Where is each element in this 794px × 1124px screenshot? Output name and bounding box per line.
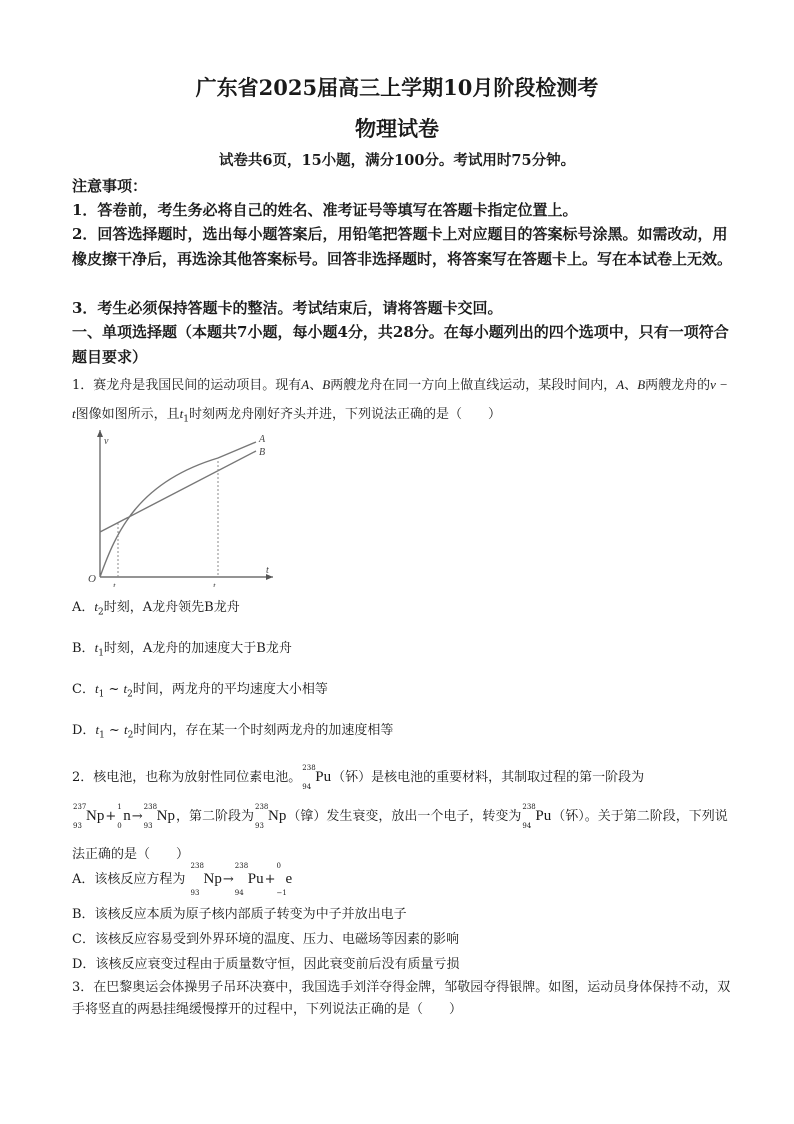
q1-option-a[interactable] [72, 596, 732, 618]
y-axis-label: v [104, 436, 109, 447]
pub-z: 94 [522, 822, 532, 830]
q1-option-b-sub: 1 [98, 648, 104, 659]
q1-option-a-t: t [94, 599, 99, 614]
np238b-mass: 238 [255, 803, 269, 811]
vt-chart-svg [78, 422, 278, 587]
np237-z: 93 [73, 822, 82, 830]
q1-option-b[interactable] [72, 637, 732, 659]
q2-option-c[interactable] [72, 928, 732, 947]
q1-option-d-text: 时间内，存在某一个时刻两龙舟的加速度相等 [133, 723, 394, 738]
eq-pu-sym: Pu [247, 871, 264, 887]
nuclide-neutron [117, 797, 131, 836]
q2-stem-e: （钚）。关于第二阶段，下列说法正确的是（ ） [72, 809, 728, 862]
pub-sym: Pu [535, 808, 552, 824]
q1-sep: 、 [309, 378, 323, 393]
np238-mass: 238 [143, 803, 158, 811]
tick-t1: t₁ [113, 581, 119, 587]
nuclide-np-237 [73, 797, 104, 836]
eq-e-sym: e [285, 871, 293, 887]
q1-option-b-label: B． [72, 641, 95, 656]
nuclide-np-238-b [255, 797, 286, 836]
nuclide-pu-238-b [522, 797, 551, 836]
q2-option-a-text: 该核反应方程为 [94, 872, 186, 887]
q2-option-d[interactable] [72, 953, 732, 972]
q2-option-b[interactable] [72, 903, 732, 922]
q1-option-d-label: D． [72, 723, 96, 738]
series-a-line [100, 442, 256, 577]
notice-item-3: 3．考生必须保持答题卡的整洁。考试结束后，请将答题卡交回。 [72, 299, 503, 317]
question-3-stem: 3．在巴黎奥运会体操男子吊环决赛中，我国选手刘洋夺得金牌，邹敬园夺得银牌。如图，运动员身体保持不动，双手将竖直的两悬挂绳缓慢撑开的过程中，下列说法正确的是（ ） [72, 980, 731, 1017]
q1-option-d-mid: ~ [104, 723, 124, 738]
q1-option-c-text: 时间，两龙舟的平均速度大小相等 [132, 682, 328, 697]
q2-option-a[interactable] [72, 862, 732, 897]
q2-stem-a: 2．核电池，也称为放射性同位素电池。 [72, 770, 302, 785]
eq-pu-238 [234, 862, 264, 897]
q1-t1-sub: 1 [183, 414, 189, 425]
eq-plus: + [264, 872, 276, 887]
section1-heading: 一、单项选择题（本题共7小题，每小题4分，共28分。在每小题列出的四个选项中，只有一项符合题目要求） [72, 323, 729, 366]
notice-item-2: 2．回答选择题时，选出每小题答案后，用铅笔把答题卡上对应题目的答案标号涂黑。如需改动，用橡皮擦干净后，再选涂其他答案标号。回答非选择题时，将答案写在答题卡上。写在本试卷上无效。 [72, 225, 733, 268]
eq-arrow: → [222, 872, 234, 887]
y-axis-arrow [97, 430, 103, 437]
q1-option-d[interactable] [72, 719, 732, 741]
exam-title: 广东省2025届高三上学期10月阶段检测考 [195, 75, 599, 100]
q1-option-d-sub2: 2 [127, 730, 134, 741]
eq-e-mass: 0 [276, 862, 282, 870]
q1-option-d-t: t [95, 722, 100, 737]
q2-option-a-label: A． [72, 872, 95, 887]
pu-z: 94 [302, 783, 312, 791]
q1-option-a-label: A． [72, 600, 95, 615]
np238b-z: 93 [255, 822, 264, 830]
series-b-line [100, 451, 256, 532]
question-2-stem [72, 758, 732, 874]
q1-option-d-sub: 1 [99, 730, 105, 741]
vt-chart [78, 422, 278, 587]
q2-option-d-text: 该核反应衰变过程由于质量数守恒，因此衰变前后没有质量亏损 [95, 957, 460, 972]
series-a-label: A [259, 434, 266, 445]
n-mass: 1 [117, 803, 122, 811]
pu-sym: Pu [315, 769, 332, 785]
q1-stem-d: 图像如图所示，且 [75, 407, 180, 422]
q1-stem-b: 两艘龙舟在同一方向上做直线运动，某段时间内， [330, 378, 617, 393]
q2-option-b-label: B． [72, 907, 95, 922]
q1-option-d-t2: t [123, 722, 128, 737]
np238-sym: Np [156, 808, 175, 824]
q1-boat-a: A [301, 377, 310, 392]
q1-option-a-sub: 2 [98, 607, 104, 618]
eq-np-z: 93 [190, 889, 200, 897]
q2-stem-c: ，第二阶段为 [176, 809, 255, 824]
q1-boat-b: B [322, 377, 331, 392]
q1-option-a-text: 时刻，A龙舟领先B龙舟 [103, 600, 240, 615]
exam-subject: 物理试卷 [355, 116, 439, 141]
q2-plus-1: + [105, 809, 117, 824]
eq-pu-z: 94 [234, 889, 244, 897]
q2-stem-d: （镎）发生衰变，放出一个电子，转变为 [287, 809, 522, 824]
q1-vt: v − t [72, 377, 728, 421]
q1-stem-c: 两艘龙舟的 [645, 378, 711, 393]
n-sym: n [123, 808, 131, 824]
nuclide-np-238 [144, 797, 175, 836]
q1-boat-b-2: B [637, 377, 646, 392]
q2-option-d-label: D． [72, 957, 96, 972]
np237-sym: Np [86, 808, 105, 824]
nuclide-pu-238 [302, 758, 331, 797]
np238b-sym: Np [268, 808, 287, 824]
n-z: 0 [117, 822, 122, 830]
q1-sep-2: 、 [624, 378, 638, 393]
q1-option-c-label: C． [72, 682, 95, 697]
eq-electron [276, 862, 293, 897]
x-axis-label: t [266, 565, 269, 576]
np237-mass: 237 [73, 803, 87, 811]
eq-e-z: −1 [276, 889, 287, 897]
notice-heading: 注意事项： [72, 177, 148, 195]
q2-stem-b: （钚）是核电池的重要材料，其制取过程的第一阶段为 [332, 770, 645, 785]
exam-info: 试卷共6页，15小题，满分100分。考试用时75分钟。 [218, 152, 576, 169]
q1-option-c[interactable] [72, 678, 732, 700]
q1-t1: t [179, 406, 184, 421]
eq-np-238 [190, 862, 222, 897]
q1-option-b-text: 时刻，A龙舟的加速度大于B龙舟 [103, 641, 292, 656]
origin-label: O [88, 573, 96, 585]
notice-item-1: 1．答卷前，考生务必将自己的姓名、准考证号等填写在答题卡指定位置上。 [72, 201, 578, 219]
q2-option-c-label: C． [72, 932, 95, 947]
q1-option-c-t: t [94, 681, 99, 696]
q1-boat-a-2: A [616, 377, 625, 392]
q2-option-c-text: 该核反应容易受到外界环境的温度、压力、电磁场等因素的影响 [94, 932, 459, 947]
q2-arrow-1: → [131, 809, 143, 824]
q1-stem-a: 1．赛龙舟是我国民间的运动项目。现有 [72, 378, 302, 393]
pu-mass: 238 [302, 764, 316, 772]
q1-option-b-t: t [94, 640, 99, 655]
q2-option-b-text: 该核反应本质为原子核内部质子转变为中子并放出电子 [94, 907, 407, 922]
q1-stem-e: 时刻两龙舟刚好齐头并进，下列说法正确的是（ ） [189, 407, 502, 422]
np238-z: 93 [143, 822, 153, 830]
pub-mass: 238 [522, 803, 536, 811]
q1-option-c-sub: 1 [98, 689, 105, 700]
series-b-label: B [259, 447, 266, 458]
q1-option-c-sub2: 2 [127, 689, 133, 700]
eq-np-sym: Np [203, 871, 222, 887]
eq-np-mass: 238 [190, 862, 204, 870]
q1-option-c-mid: ~ [104, 682, 124, 697]
eq-pu-mass: 238 [234, 862, 249, 870]
q1-option-c-t2: t [123, 681, 128, 696]
tick-t2: t₂ [213, 581, 219, 587]
